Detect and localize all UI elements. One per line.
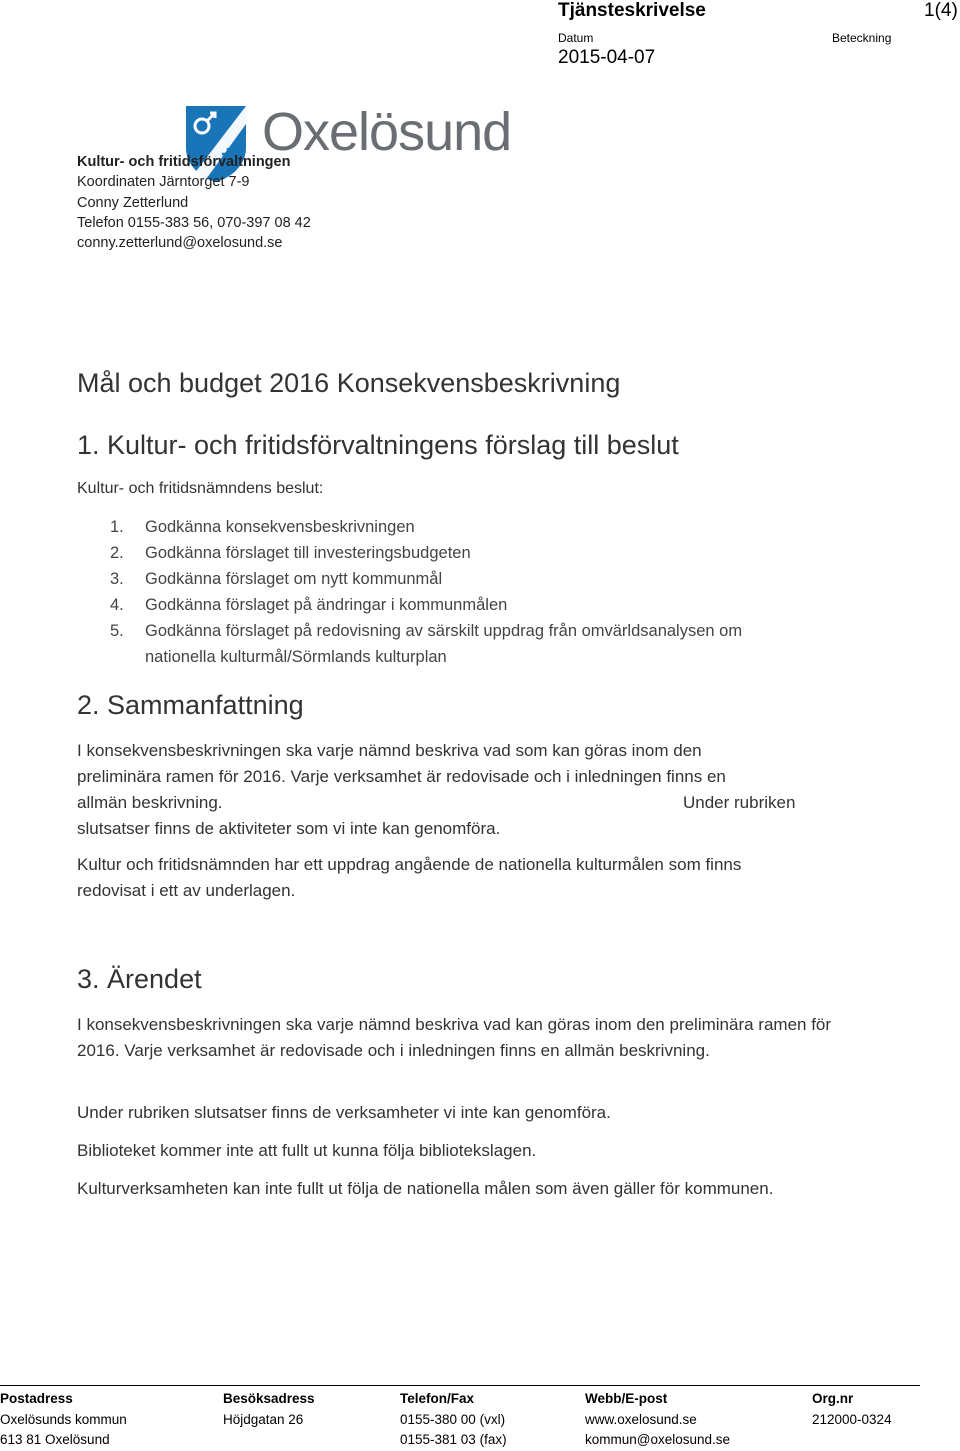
document-date: 2015-04-07 <box>558 47 656 68</box>
sender-block <box>77 152 311 253</box>
list-item: 5. Godkänna förslaget på redovisning av särskilt uppdrag från omvärldsanalysen om nationella kulturmål/Sörmlands kulturplan <box>110 622 743 666</box>
date-label: Datum <box>558 31 594 45</box>
section-2-paragraph-1: I konsekvensbeskrivningen ska varje nämnd beskriva vad som kan göras inom den preliminära ramen för 2016. Varje verksamhet är redovisade och i inledningen finns en allmän beskrivning. Under rubriken slutsatser finns de aktiviteter som vi inte kan genomföra. <box>77 741 796 838</box>
footer-besoksadress: Besöksadress Höjdgatan 26 <box>223 1391 315 1427</box>
sender-email: conny.zetterlund@oxelosund.se <box>77 235 283 252</box>
list-item: 1. Godkänna konsekvensbeskrivningen <box>110 518 415 536</box>
decision-list <box>110 514 830 670</box>
list-item: 2. Godkänna förslaget till investeringsbudgeten <box>110 544 471 562</box>
section-3-paragraph-1: I konsekvensbeskrivningen ska varje nämnd beskriva vad kan göras inom den preliminära ramen för 2016. Varje verksamhet är redovisade och i inledningen finns en allmän beskrivning. <box>77 1015 832 1060</box>
footer-website-link[interactable]: www.oxelosund.se <box>585 1411 697 1427</box>
reference-label: Beteckning <box>832 31 892 45</box>
document-title: Mål och budget 2016 Konsekvensbeskrivning <box>77 368 621 398</box>
section-3-paragraph-2: Under rubriken slutsatser finns de verksamheter vi inte kan genomföra. <box>77 1103 611 1122</box>
sender-phone: Telefon 0155-383 56, 070-397 08 42 <box>77 214 311 231</box>
logo-wordmark: Oxelösund <box>262 102 512 162</box>
footer-orgnr: Org.nr 212000-0324 <box>812 1391 892 1427</box>
list-item: 3. Godkänna förslaget om nytt kommunmål <box>110 570 443 588</box>
section-3-paragraph-4: Kulturverksamheten kan inte fullt ut följa de nationella målen som även gäller för kommunen. <box>77 1179 774 1198</box>
footer-telefon: Telefon/Fax 0155-380 00 (vxl) 0155-381 03 (fax) <box>400 1391 507 1447</box>
sender-name: Conny Zetterlund <box>77 194 189 211</box>
footer-divider <box>0 1385 920 1386</box>
footer-postadress: Postadress Oxelösunds kommun 613 81 Oxelösund <box>0 1391 127 1447</box>
section-1-intro: Kultur- och fritidsnämndens beslut: <box>77 480 324 497</box>
footer-webb: Webb/E-post www.oxelosund.se kommun@oxelosund.se <box>585 1389 730 1451</box>
section-2-heading: 2. Sammanfattning <box>77 690 304 720</box>
page-number: 1(4) <box>924 0 958 21</box>
section-1-heading: 1. Kultur- och fritidsförvaltningens förslag till beslut <box>77 430 679 460</box>
sender-department: Kultur- och fritidsförvaltningen <box>77 154 291 170</box>
list-item: 4. Godkänna förslaget på ändringar i kommunmålen <box>110 596 508 614</box>
section-3-paragraph-3: Biblioteket kommer inte att fullt ut kunna följa bibliotekslagen. <box>77 1141 537 1160</box>
sender-address: Koordinaten Järntorget 7-9 <box>77 174 250 191</box>
section-3-heading: 3. Ärendet <box>77 964 202 994</box>
document-type: Tjänsteskrivelse <box>558 0 706 21</box>
section-2-paragraph-2: Kultur och fritidsnämnden har ett uppdrag angående de nationella kulturmålen som finns redovisat i ett av underlagen. <box>77 855 742 900</box>
footer-email-link[interactable]: kommun@oxelosund.se <box>585 1432 731 1447</box>
